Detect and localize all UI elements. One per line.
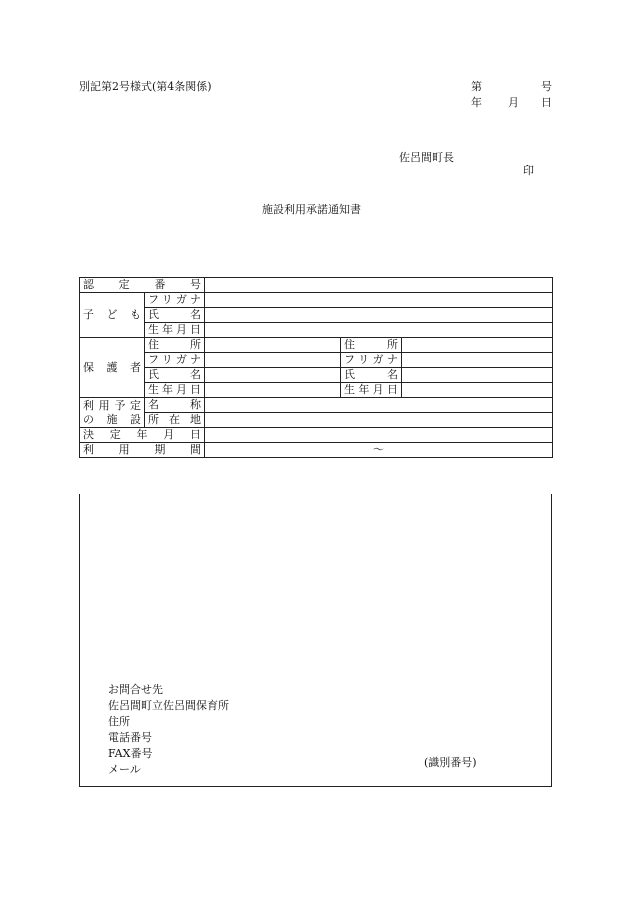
child-name-label: 氏名 <box>145 308 205 323</box>
table-row <box>80 428 553 443</box>
guardian2-name-field[interactable] <box>402 368 553 383</box>
contact-block <box>108 682 229 778</box>
date-year: 年 <box>471 96 482 109</box>
contact-org: 佐呂間町立佐呂間保育所 <box>108 699 229 712</box>
child-birthdate-field[interactable] <box>205 323 553 338</box>
table-row <box>80 338 553 353</box>
facility-group-line1: 利用予定 <box>83 398 141 412</box>
guardian1-furigana-field[interactable] <box>205 353 341 368</box>
table-row <box>80 323 553 338</box>
notes-box <box>79 494 552 787</box>
table-row <box>80 383 553 398</box>
document-title: 施設利用承諾通知書 <box>262 203 361 216</box>
guardian2-furigana-label: フリガナ <box>341 353 402 368</box>
cert-number-label: 認定番号 <box>80 278 205 293</box>
guardian1-furigana-label: フリガナ <box>145 353 205 368</box>
contact-address: 住所 <box>108 715 130 728</box>
guardian2-birthdate-label: 生年月日 <box>341 383 402 398</box>
guardian2-name-label: 氏名 <box>341 368 402 383</box>
table-row <box>80 413 553 428</box>
contact-fax: FAX番号 <box>108 747 153 760</box>
facility-name-field[interactable] <box>205 398 553 413</box>
guardian1-name-field[interactable] <box>205 368 341 383</box>
table-row <box>80 308 553 323</box>
child-name-field[interactable] <box>205 308 553 323</box>
child-birthdate-label: 生年月日 <box>145 323 205 338</box>
guardian2-address-label: 住所 <box>341 338 402 353</box>
date-month: 月 <box>508 96 519 109</box>
guardian1-birthdate-label: 生年月日 <box>145 383 205 398</box>
guardian2-address-field[interactable] <box>402 338 553 353</box>
facility-group-label <box>80 398 145 428</box>
guardian-group-label: 保護者 <box>80 338 145 398</box>
cert-number-field[interactable] <box>205 278 553 293</box>
identification-number: (識別番号) <box>424 756 477 769</box>
guardian2-furigana-field[interactable] <box>402 353 553 368</box>
contact-phone: 電話番号 <box>108 731 152 744</box>
contact-mail: メール <box>108 763 141 776</box>
decision-date-label: 決定年月日 <box>80 428 205 443</box>
issuer-name: 佐呂間町長 <box>399 151 454 164</box>
guardian2-birthdate-field[interactable] <box>402 383 553 398</box>
facility-name-label: 名称 <box>145 398 205 413</box>
child-group-label: 子ども <box>80 293 145 338</box>
table-row <box>80 293 553 308</box>
child-furigana-label: フリガナ <box>145 293 205 308</box>
usage-period-field[interactable]: ～ <box>205 443 553 458</box>
facility-location-label: 所在地 <box>145 413 205 428</box>
contact-heading: お問合せ先 <box>108 683 163 696</box>
decision-date-field[interactable] <box>205 428 553 443</box>
guardian1-address-field[interactable] <box>205 338 341 353</box>
application-table <box>79 277 553 458</box>
date-day: 日 <box>541 96 552 109</box>
facility-location-field[interactable] <box>205 413 553 428</box>
guardian1-birthdate-field[interactable] <box>205 383 341 398</box>
usage-period-label: 利用期間 <box>80 443 205 458</box>
table-row <box>80 278 553 293</box>
guardian1-address-label: 住所 <box>145 338 205 353</box>
table-row <box>80 443 553 458</box>
seal-mark: 印 <box>523 164 534 177</box>
guardian1-name-label: 氏名 <box>145 368 205 383</box>
number-prefix: 第 <box>471 80 482 93</box>
table-row <box>80 353 553 368</box>
form-label: 別記第2号様式(第4条関係) <box>79 80 212 93</box>
number-suffix: 号 <box>541 80 552 93</box>
table-row <box>80 368 553 383</box>
table-row <box>80 398 553 413</box>
facility-group-line2: の施設 <box>83 412 141 426</box>
child-furigana-field[interactable] <box>205 293 553 308</box>
